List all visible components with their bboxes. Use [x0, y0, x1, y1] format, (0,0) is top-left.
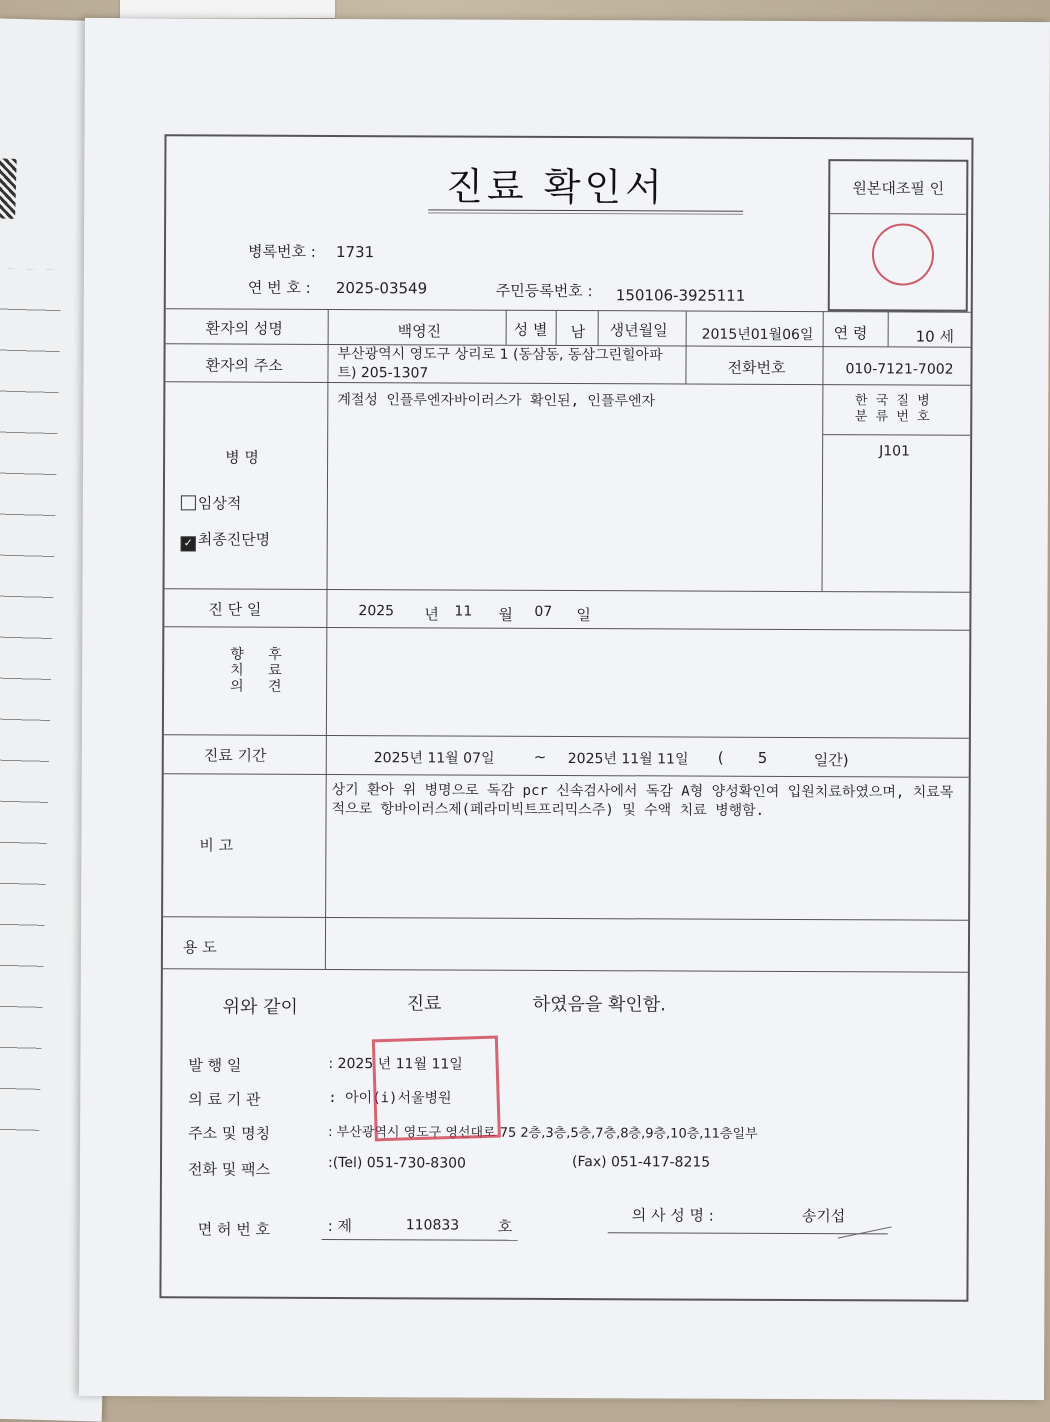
treatment-days-unit: 일간) — [813, 751, 849, 770]
row-line — [164, 626, 969, 631]
disease-name: 계절성 인플루엔자바이러스가 확인된, 인플루엔자 — [337, 392, 656, 410]
column-line — [506, 310, 507, 345]
patient-name: 백영진 — [397, 322, 442, 341]
confirm-prefix: 위와 같이 — [222, 996, 299, 1018]
code-line — [822, 434, 970, 436]
address-label: 환자의 주소 — [205, 356, 283, 375]
treatment-open-paren: ( — [717, 748, 724, 767]
title-underline — [428, 209, 743, 211]
doctor-name-label: 의 사 성 명 : — [631, 1206, 714, 1225]
license-prefix: : 제 — [327, 1216, 353, 1236]
sex-label: 성 별 — [513, 320, 548, 339]
age: 10 세 — [915, 327, 955, 346]
diagnosis-year: 2025 — [358, 603, 395, 620]
column-line — [598, 310, 599, 345]
treatment-period-label: 진료 기간 — [203, 746, 267, 765]
chart-no: 1731 — [335, 242, 375, 262]
clinical-checkbox[interactable] — [181, 492, 242, 513]
confirm-middle: 진료 — [406, 993, 442, 1015]
column-line — [822, 311, 824, 591]
tel-fax-label: 전화 및 팩스 — [187, 1160, 271, 1179]
patient-address: 부산광역시 영도구 상리로 1 (동삼동, 동삼그린힐아파트) 205-1307 — [337, 346, 663, 382]
diagnosis-year-unit: 년 — [424, 605, 439, 624]
treatment-days: 5 — [757, 748, 768, 767]
age-label: 연 령 — [833, 324, 868, 343]
hospital-seal-small — [868, 220, 938, 290]
column-line — [325, 309, 329, 969]
document-title: 진료 확인서 — [446, 164, 666, 210]
original-verified-box — [828, 159, 969, 312]
serial-label: 연 번 호 : — [247, 278, 311, 297]
original-verified-label: 원본대조필 인 — [830, 161, 966, 215]
phone-number: 010-7121-7002 — [845, 361, 954, 378]
remarks-label: 비 고 — [199, 836, 234, 855]
phone-label: 전화번호 — [727, 358, 786, 377]
serial-no: 2025-03549 — [335, 278, 428, 298]
disease-label: 병 명 — [225, 448, 259, 467]
row-line — [163, 916, 968, 921]
document-page — [79, 18, 1050, 1400]
treatment-start: 2025년 11월 07일 — [373, 750, 495, 767]
rrn: 150106-3925111 — [615, 286, 746, 305]
diagnosis-day-unit: 일 — [576, 606, 591, 625]
disease-code: J101 — [879, 443, 911, 460]
confirm-suffix: 하였음을 확인함. — [532, 993, 666, 1016]
institution-label: 의 료 기 관 — [188, 1090, 261, 1109]
row-line — [164, 734, 969, 739]
patient-name-label: 환자의 성명 — [205, 319, 283, 338]
row-line — [165, 588, 970, 593]
remarks-text: 상기 환아 위 병명으로 독감 pcr 신속검사에서 독감 A형 양성확인여 입원치료하였으며, 치료목적으로 항바이러스제(페라미빅트프리믹스주) 및 수액 치료 병행함. — [331, 781, 954, 819]
table-lines — [0, 268, 62, 1170]
license-label: 면 허 번 호 — [197, 1220, 271, 1239]
background-paper-top — [120, 0, 335, 18]
clinical-label: 임상적 — [197, 494, 242, 513]
chart-no-label: 병록번호 : — [247, 242, 316, 261]
row-line — [164, 773, 969, 778]
tel-number: :(Tel) 051-730-8300 — [327, 1154, 467, 1172]
column-line — [556, 310, 557, 345]
institution-address: : 부산광역시 영도구 영선대로 75 2층,3층,5층,7층,8층,9층,10층,11층일부 — [328, 1124, 758, 1142]
license-underline — [322, 1239, 518, 1241]
issue-date-label: 발 행 일 — [188, 1056, 242, 1075]
treatment-tilde: ~ — [533, 747, 547, 766]
certificate-form — [159, 134, 973, 1302]
final-diagnosis-checkbox[interactable] — [181, 528, 271, 551]
institution: : 아이(i)서울병원 — [328, 1089, 452, 1107]
future-opinion-label: 향 후 치 료 의 견 — [230, 646, 292, 695]
column-line — [888, 311, 889, 346]
checkbox-checked-icon: ✓ — [181, 536, 196, 551]
diagnosis-month-unit: 월 — [498, 605, 513, 624]
disease-code-label: 한 국 질 병 분 류 번 호 — [854, 393, 932, 425]
column-line — [685, 311, 686, 384]
final-diagnosis-label: 최종진단명 — [197, 530, 271, 549]
checkbox-unchecked-icon — [181, 495, 196, 510]
fax-number: (Fax) 051-417-8215 — [571, 1154, 711, 1171]
address-name-label: 주소 및 명칭 — [188, 1124, 271, 1143]
diagnosis-month: 11 — [454, 603, 473, 620]
birth-date: 2015년01월06일 — [701, 326, 814, 344]
birth-label: 생년월일 — [609, 321, 668, 340]
treatment-end: 2025년 11월 11일 — [567, 751, 689, 768]
diagnosis-date-label: 진 단 일 — [208, 600, 262, 619]
license-number: 110833 — [405, 1217, 460, 1234]
qr-code — [0, 158, 17, 219]
row-line — [163, 968, 968, 973]
license-suffix: 호 — [497, 1217, 513, 1236]
purpose-label: 용 도 — [182, 938, 217, 957]
issue-date: : 2025 년 11월 11일 — [328, 1055, 463, 1073]
sex: 남 — [570, 323, 586, 342]
rrn-label: 주민등록번호 : — [495, 281, 593, 301]
diagnosis-day: 07 — [534, 603, 553, 620]
doctor-name: 송기섭 — [801, 1207, 846, 1226]
